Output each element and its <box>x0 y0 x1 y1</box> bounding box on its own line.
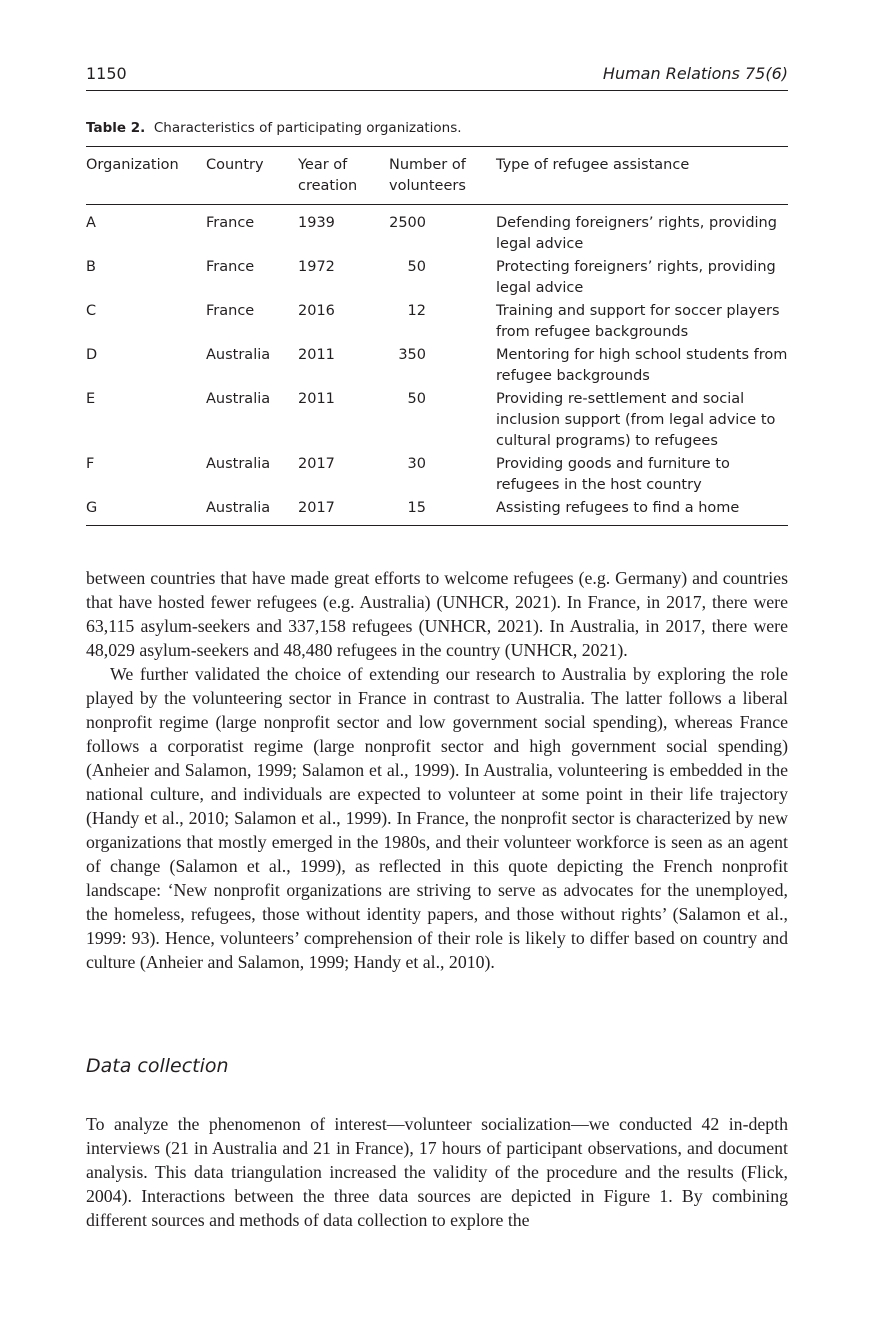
cell-year: 1972 <box>298 259 335 275</box>
col-header-organization: Organization <box>86 157 179 173</box>
cell-organization: A <box>86 215 96 231</box>
table-row <box>86 301 788 345</box>
journal-title: Human Relations 75(6) <box>602 64 788 83</box>
cell-year: 2016 <box>298 303 335 319</box>
table-row <box>86 454 788 498</box>
table-caption <box>86 120 462 136</box>
cell-year: 2011 <box>298 347 335 363</box>
body-text-continued <box>86 1094 788 1250</box>
cell-country: France <box>206 215 255 231</box>
table-row <box>86 345 788 389</box>
col-header-year: Year of creation <box>298 157 358 194</box>
page-number: 1150 <box>86 64 127 83</box>
cell-year: 1939 <box>298 215 335 231</box>
table-label: Table 2. <box>86 120 146 136</box>
cell-organization: G <box>86 500 98 516</box>
table-caption-text: Characteristics of participating organizations. <box>153 120 462 136</box>
cell-type: Protecting foreigners’ rights, providing legal advice <box>496 259 776 296</box>
cell-country: Australia <box>206 456 271 472</box>
cell-type: Training and support for soccer players from refugee backgrounds <box>496 303 780 340</box>
paragraph: To analyze the phenomenon of interest—volunteer socialization—we conducted 42 in-depth interviews (21 in Australia and 21 in France), 17 hours of participant observations, and document analysis. This data triangulation increased the validity of the procedure and the results (Flick, 2004). Interactions between the three data sources are depicted in Figure 1. By combining different sources and methods of data collection to explore the <box>86 1113 788 1230</box>
cell-volunteers: 50 <box>407 391 426 407</box>
cell-organization: E <box>86 391 96 407</box>
organizations-table <box>86 146 788 526</box>
cell-type: Providing goods and furniture to refugees in the host country <box>496 456 730 493</box>
col-header-country: Country <box>206 157 264 173</box>
cell-country: Australia <box>206 500 271 516</box>
table-header-row <box>86 147 788 205</box>
cell-organization: C <box>86 303 97 319</box>
cell-country: Australia <box>206 347 271 363</box>
cell-year: 2011 <box>298 391 335 407</box>
cell-volunteers: 2500 <box>389 215 426 231</box>
col-header-type: Type of refugee assistance <box>496 157 690 173</box>
cell-country: France <box>206 303 255 319</box>
cell-volunteers: 15 <box>407 500 426 516</box>
cell-volunteers: 350 <box>398 347 426 363</box>
table-row <box>86 213 788 257</box>
cell-organization: D <box>86 347 98 363</box>
cell-year: 2017 <box>298 500 335 516</box>
paragraph: between countries that have made great efforts to welcome refugees (e.g. Germany) and countries that have hosted fewer refugees (e.g. Australia) (UNHCR, 2021). In France, in 2017, there were 63,115 asylum-seekers and 337,158 refugees (UNHCR, 2021). In Australia, in 2017, there were 48,029 asylum-seekers and 48,480 refugees in the country (UNHCR, 2021). <box>86 568 788 660</box>
cell-type: Mentoring for high school students from refugee backgrounds <box>496 347 788 384</box>
cell-volunteers: 50 <box>407 259 426 275</box>
cell-country: France <box>206 259 255 275</box>
section-heading: Data collection <box>86 1055 229 1077</box>
table-row <box>86 498 788 525</box>
body-text <box>86 566 788 974</box>
cell-type: Assisting refugees to find a home <box>496 500 740 516</box>
table-row <box>86 257 788 301</box>
cell-volunteers: 12 <box>407 303 426 319</box>
table-row <box>86 389 788 454</box>
cell-organization: F <box>86 456 95 472</box>
cell-type: Defending foreigners’ rights, providing legal advice <box>496 215 777 252</box>
cell-country: Australia <box>206 391 271 407</box>
cell-organization: B <box>86 259 96 275</box>
col-header-volunteers: Number of volunteers <box>389 157 466 194</box>
paragraph: We further validated the choice of extending our research to Australia by exploring the role played by the volunteering sector in France in contrast to Australia. The latter follows a liberal nonprofit regime (large nonprofit sector and low government social spending), whereas France follows a corporatist regime (large nonprofit sector and high government social spending) (Anheier and Salamon, 1999; Salamon et al., 1999). In Australia, volunteering is embedded in the national culture, and individuals are expected to volunteer at some point in their life trajectory (Handy et al., 2010; Salamon et al., 1999). In France, the nonprofit sector is characterized by new organizations that mostly emerged in the 1980s, and their volunteer workforce is seen as an agent of change (Salamon et al., 1999), as reflected in this quote depicting the French nonprofit landscape: ‘New nonprofit organizations are striving to serve as advocates for the unemployed, the homeless, refugees, those without identity papers, and those without rights’ (Salamon et al., 1999: 93). Hence, volunteers’ comprehension of their role is likely to differ based on country and culture (Anheier and Salamon, 1999; Handy et al., 2010). <box>86 664 788 972</box>
cell-year: 2017 <box>298 456 335 472</box>
cell-type: Providing re-settlement and social inclusion support (from legal advice to cultural programs) to refugees <box>496 391 776 449</box>
cell-volunteers: 30 <box>407 456 426 472</box>
running-header <box>86 64 788 91</box>
